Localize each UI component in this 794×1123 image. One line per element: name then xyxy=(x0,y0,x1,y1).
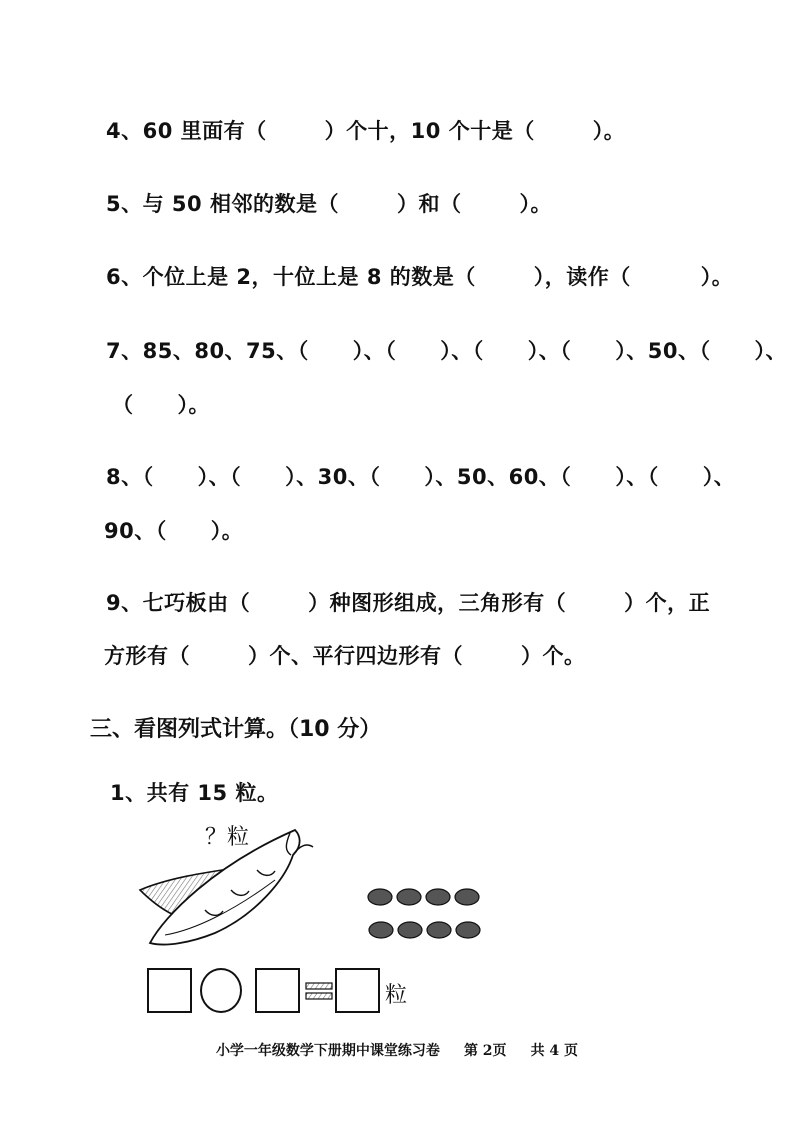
question-label: ？粒 xyxy=(205,825,250,850)
bean xyxy=(427,922,451,938)
question-8-line-1: 8、（ ）、（ ）、30、（ ）、50、60、（ ）、（ ）、 xyxy=(106,465,736,489)
bean xyxy=(397,889,421,905)
bean xyxy=(456,922,480,938)
bean xyxy=(369,922,393,938)
page-footer xyxy=(0,1040,794,1060)
beans-illustration xyxy=(365,885,490,945)
question-7-line-1: 7、85、80、75、（ ）、（ ）、（ ）、（ ）、50、（ ）、 xyxy=(106,339,788,363)
footer-page: 第 2页 xyxy=(463,1043,507,1059)
bean xyxy=(398,922,422,938)
equals-sign xyxy=(305,982,333,1000)
answer-box[interactable] xyxy=(147,968,192,1013)
bean xyxy=(455,889,479,905)
question-5: 5、与 50 相邻的数是（ ）和（ ）。 xyxy=(106,192,552,216)
pea-pod-illustration xyxy=(135,825,320,955)
answer-box[interactable] xyxy=(255,968,300,1013)
result-box[interactable] xyxy=(335,968,380,1013)
question-9-line-1: 9、七巧板由（ ）种图形组成，三角形有（ ）个，正 xyxy=(106,591,711,615)
question-6: 6、个位上是 2，十位上是 8 的数是（ ），读作（ ）。 xyxy=(106,265,734,289)
unit-label: 粒 xyxy=(385,983,408,1008)
section-3-title: 三、看图列式计算。（10 分） xyxy=(90,717,382,742)
footer-total: 共 4 页 xyxy=(530,1043,579,1059)
bean xyxy=(368,889,392,905)
bean xyxy=(426,889,450,905)
problem-1-text: 1、共有 15 粒。 xyxy=(110,781,279,805)
question-7-line-2: （ ）。 xyxy=(112,393,210,417)
footer-title: 小学一年级数学下册期中课堂练习卷 xyxy=(215,1043,440,1059)
operator-circle[interactable] xyxy=(200,968,242,1013)
question-4: 4、60 里面有（ ）个十，10 个十是（ ）。 xyxy=(106,119,626,143)
question-8-line-2: 90、（ ）。 xyxy=(104,519,244,543)
question-9-line-2: 方形有（ ）个、平行四边形有（ ）个。 xyxy=(104,644,586,668)
